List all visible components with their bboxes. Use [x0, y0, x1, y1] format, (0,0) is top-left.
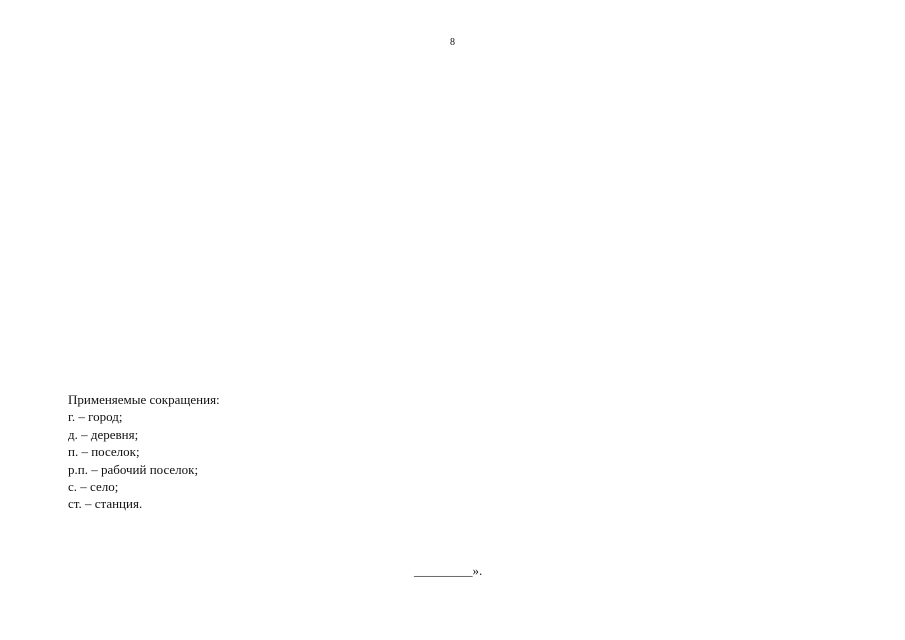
abbreviation-item: г. – город;: [68, 409, 123, 425]
page-number: 8: [450, 37, 455, 48]
footer-line: _________».: [414, 563, 483, 578]
abbreviations-heading: Применяемые сокращения:: [68, 392, 220, 407]
abbreviation-item: п. – поселок;: [68, 444, 140, 460]
abbreviation-item: с. – село;: [68, 479, 119, 495]
abbreviation-item: д. – деревня;: [68, 426, 139, 442]
abbreviations-block: [68, 391, 220, 513]
abbreviation-item: ст. – станция.: [68, 496, 143, 512]
abbreviation-item: р.п. – рабочий поселок;: [68, 461, 199, 477]
